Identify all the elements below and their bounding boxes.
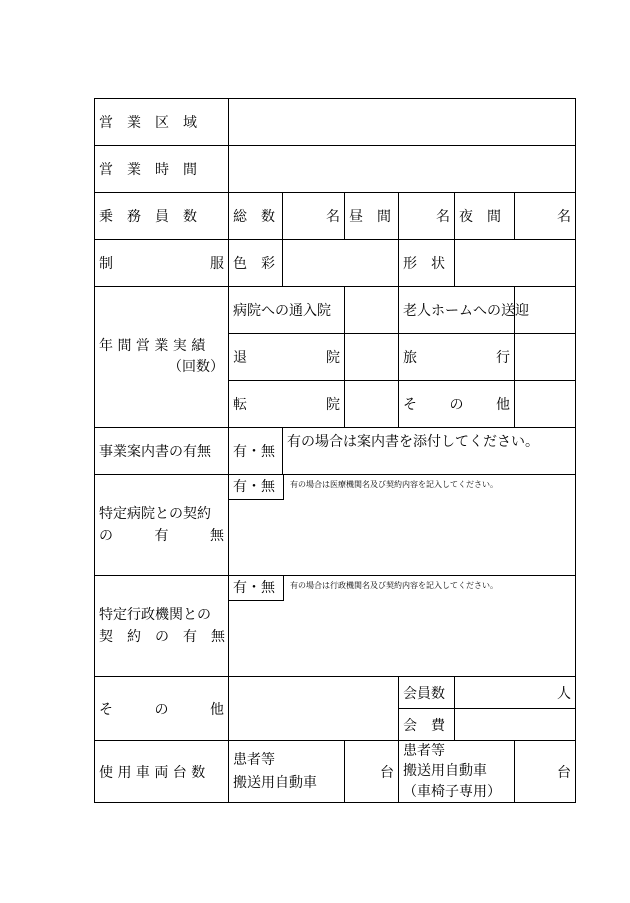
row-uniform [95, 240, 576, 287]
label-vehicle-type2: 患者等 搬送用自動車 （車椅子専用） [399, 741, 515, 803]
field-crew-day[interactable]: 名 [399, 193, 455, 240]
note-admin-contract: 有の場合は行政機関名及び契約内容を記入してください。 [290, 581, 498, 590]
label-hospital-contract: 特定病院との契約 の 有 無 [95, 475, 229, 576]
label-annual-record: 年 間 営 業 実 績 （回数） [95, 287, 229, 428]
field-other[interactable] [229, 677, 399, 741]
row-other-1 [95, 677, 576, 709]
choice-hospital-contract[interactable]: 有・無 [229, 474, 284, 500]
label-uniform: 制 服 [95, 240, 229, 287]
choice-admin-contract[interactable]: 有・無 [229, 575, 284, 601]
field-hospital-contract[interactable] [229, 475, 576, 576]
field-travel[interactable] [515, 334, 576, 381]
field-admin-contract[interactable] [229, 576, 576, 677]
label-crew-count: 乗 務 員 数 [95, 193, 229, 240]
row-business-area [95, 99, 576, 146]
label-crew-total: 総 数 [229, 193, 283, 240]
row-vehicles [95, 741, 576, 803]
field-vehicle-type1[interactable]: 台 [345, 741, 399, 803]
field-transfer[interactable] [345, 381, 399, 428]
field-crew-total[interactable]: 名 [283, 193, 345, 240]
field-hospital-commute[interactable] [345, 287, 399, 334]
field-fee[interactable] [455, 709, 576, 741]
label-hospital-commute: 病院への通入院 [229, 287, 345, 334]
application-form-table [94, 98, 576, 803]
label-business-area: 営 業 区 域 [95, 99, 229, 146]
label-vehicles: 使 用 車 両 台 数 [95, 741, 229, 803]
choice-brochure[interactable]: 有・無 [229, 428, 283, 475]
label-travel: 旅 行 [399, 334, 515, 381]
field-uniform-color[interactable] [283, 240, 399, 287]
field-uniform-shape[interactable] [455, 240, 576, 287]
note-brochure: 有の場合は案内書を添付してください。 [283, 428, 576, 475]
field-business-area[interactable] [229, 99, 576, 146]
label-crew-day: 昼 間 [345, 193, 399, 240]
label-uniform-shape: 形 状 [399, 240, 455, 287]
label-transfer: 転 院 [229, 381, 345, 428]
field-business-hours[interactable] [229, 146, 576, 193]
label-vehicle-type1: 患者等 搬送用自動車 [229, 741, 345, 803]
label-crew-night: 夜 間 [455, 193, 515, 240]
field-members[interactable]: 人 [455, 677, 576, 709]
row-admin-contract [95, 576, 576, 677]
label-discharge: 退 院 [229, 334, 345, 381]
label-admin-contract: 特定行政機関との 契 約 の 有 無 [95, 576, 229, 677]
label-annual-other: そ の 他 [399, 381, 515, 428]
field-crew-night[interactable]: 名 [515, 193, 576, 240]
label-members: 会員数 [399, 677, 455, 709]
label-brochure: 事業案内書の有無 [95, 428, 229, 475]
note-hospital-contract: 有の場合は医療機関名及び契約内容を記入してください。 [290, 480, 498, 489]
label-fee: 会 費 [399, 709, 455, 741]
label-other: そ の 他 [95, 677, 229, 741]
field-discharge[interactable] [345, 334, 399, 381]
label-uniform-color: 色 彩 [229, 240, 283, 287]
field-annual-other[interactable] [515, 381, 576, 428]
row-annual-1 [95, 287, 576, 334]
field-vehicle-type2[interactable]: 台 [515, 741, 576, 803]
label-business-hours: 営 業 時 間 [95, 146, 229, 193]
row-brochure [95, 428, 576, 475]
row-hospital-contract [95, 475, 576, 576]
row-crew-count [95, 193, 576, 240]
row-business-hours [95, 146, 576, 193]
label-elderly-home: 老人ホームへの送迎 [399, 287, 515, 334]
